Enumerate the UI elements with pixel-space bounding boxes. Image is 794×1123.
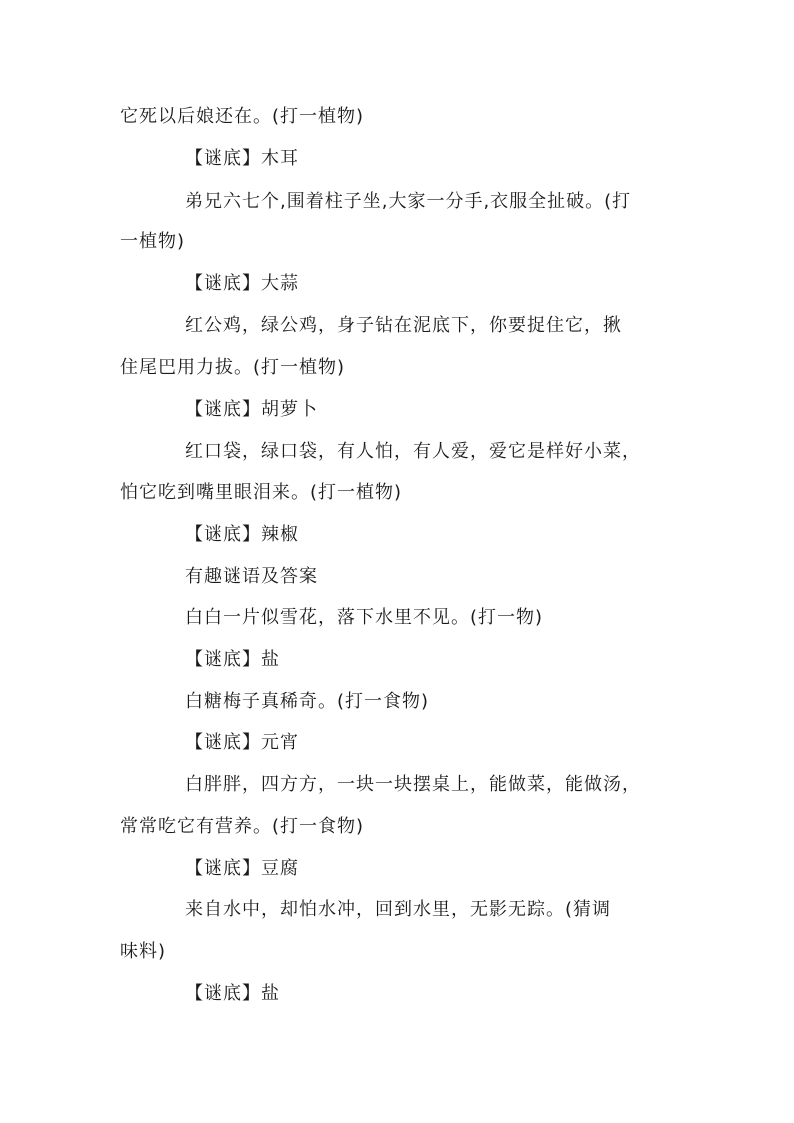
section-heading: 有趣谜语及答案	[185, 566, 318, 587]
text-line: 一植物)	[120, 231, 186, 252]
answer-line: 【谜底】木耳	[185, 148, 299, 169]
answer-line: 【谜底】辣椒	[185, 524, 299, 545]
text-line: 常常吃它有营养。(打一食物)	[120, 816, 365, 837]
text-line: 红口袋，绿口袋，有人怕，有人爱，爱它是样好小菜，	[185, 441, 641, 462]
text-line: 怕它吃到嘴里眼泪来。(打一植物)	[120, 482, 403, 503]
text-line: 住尾巴用力拔。(打一植物)	[120, 357, 346, 378]
answer-line: 【谜底】大蒜	[185, 273, 299, 294]
text-line: 它死以后娘还在。(打一植物)	[120, 106, 365, 127]
text-line: 弟兄六七个,围着柱子坐,大家一分手,衣服全扯破。(打	[185, 191, 632, 212]
answer-line: 【谜底】盐	[185, 649, 280, 670]
text-line: 红公鸡，绿公鸡，身子钻在泥底下，你要捉住它，揪	[185, 315, 622, 336]
text-line: 来自水中，却怕水冲，回到水里，无影无踪。(猜调	[185, 899, 612, 920]
text-line: 味料)	[120, 941, 167, 962]
answer-line: 【谜底】盐	[185, 983, 280, 1004]
answer-line: 【谜底】胡萝卜	[185, 399, 318, 420]
text-line: 白胖胖，四方方，一块一块摆桌上，能做菜，能做汤，	[185, 774, 641, 795]
text-line: 白糖梅子真稀奇。(打一食物)	[185, 691, 430, 712]
answer-line: 【谜底】豆腐	[185, 858, 299, 879]
text-line: 白白一片似雪花，落下水里不见。(打一物)	[185, 607, 544, 628]
answer-line: 【谜底】元宵	[185, 732, 299, 753]
